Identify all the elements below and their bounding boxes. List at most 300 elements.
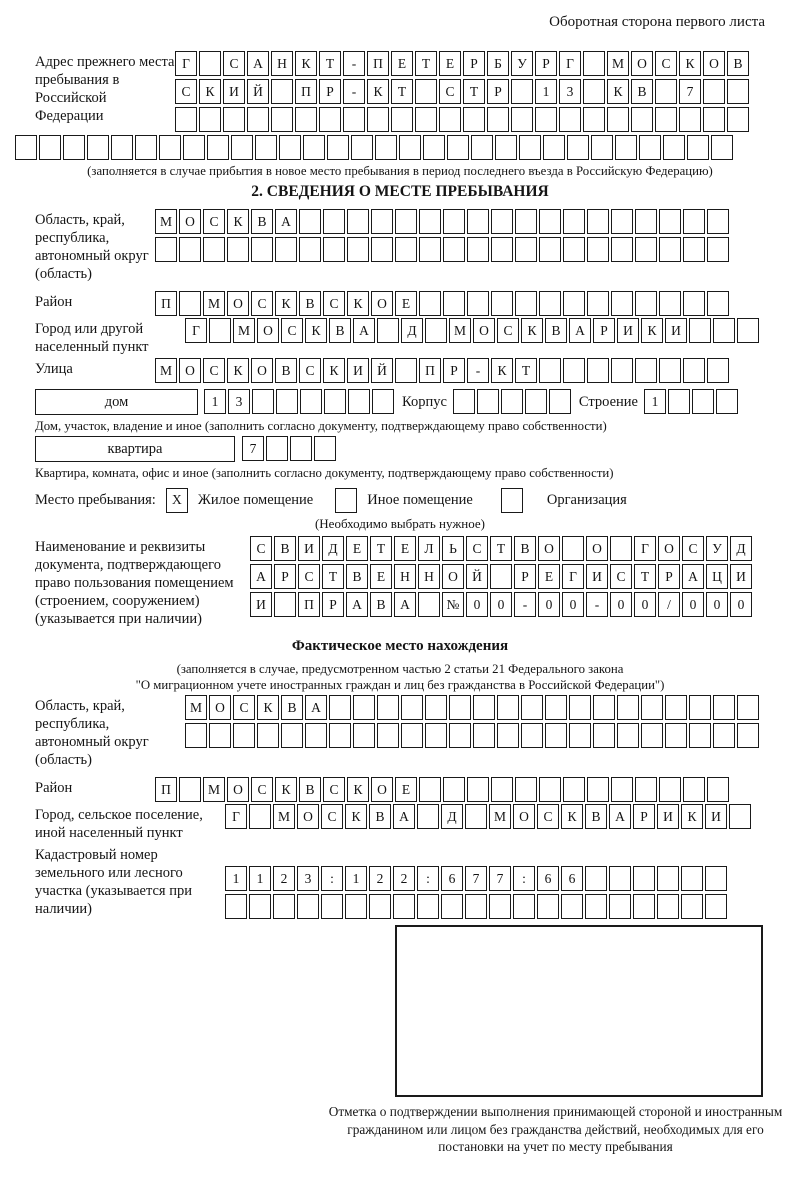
char-cell: 6 bbox=[561, 866, 583, 891]
char-cell bbox=[617, 695, 639, 720]
char-cell bbox=[271, 107, 293, 132]
char-cell: 7 bbox=[242, 436, 264, 461]
char-cell: 3 bbox=[297, 866, 319, 891]
char-cell: М bbox=[155, 358, 177, 383]
actual-region-block bbox=[35, 695, 765, 769]
char-cell bbox=[689, 318, 711, 343]
stay-checkbox-residential-mark: X bbox=[171, 492, 182, 507]
char-cell bbox=[209, 318, 231, 343]
char-cell: О bbox=[538, 536, 560, 561]
char-cell: 7 bbox=[679, 79, 701, 104]
char-cell bbox=[281, 723, 303, 748]
char-cell bbox=[183, 135, 205, 160]
char-cell bbox=[668, 389, 690, 414]
char-cell: / bbox=[658, 592, 680, 617]
char-cell: С bbox=[655, 51, 677, 76]
char-cell bbox=[683, 777, 705, 802]
char-cell bbox=[323, 209, 345, 234]
char-cell: Ь bbox=[442, 536, 464, 561]
char-cell bbox=[611, 237, 633, 262]
apartment-note: Квартира, комната, офис и иное (заполнить согласно документу, подтверждающему право собственности) bbox=[35, 466, 614, 480]
char-cell bbox=[443, 209, 465, 234]
char-cell: С bbox=[203, 358, 225, 383]
char-cell: С bbox=[281, 318, 303, 343]
char-cell bbox=[425, 723, 447, 748]
char-cell bbox=[252, 389, 274, 414]
char-cell: Р bbox=[593, 318, 615, 343]
char-cell bbox=[665, 723, 687, 748]
char-cell: М bbox=[185, 695, 207, 720]
char-cell bbox=[367, 107, 389, 132]
char-cell bbox=[300, 389, 322, 414]
char-cell bbox=[593, 723, 615, 748]
char-cell bbox=[609, 894, 631, 919]
char-cell: 0 bbox=[706, 592, 728, 617]
char-cell bbox=[655, 79, 677, 104]
char-cell: С bbox=[175, 79, 197, 104]
actual-location-title: Фактическое место нахождения bbox=[291, 638, 509, 654]
char-cell bbox=[729, 804, 751, 829]
char-cell: А bbox=[353, 318, 375, 343]
char-cell: Г bbox=[225, 804, 247, 829]
char-cell bbox=[473, 723, 495, 748]
char-cell: Р bbox=[322, 592, 344, 617]
char-cell: 1 bbox=[249, 866, 271, 891]
char-cell bbox=[585, 894, 607, 919]
char-cell bbox=[491, 777, 513, 802]
cadastral-block bbox=[35, 844, 765, 919]
char-cell bbox=[351, 135, 373, 160]
char-cell bbox=[443, 291, 465, 316]
char-cell bbox=[491, 209, 513, 234]
char-cell: Р bbox=[319, 79, 341, 104]
char-cell: П bbox=[298, 592, 320, 617]
char-cell: С bbox=[250, 536, 272, 561]
char-cell bbox=[395, 237, 417, 262]
char-cell bbox=[689, 723, 711, 748]
char-cell: К bbox=[681, 804, 703, 829]
actual-region-label: Область, край, республика, автономный округ (область) bbox=[35, 698, 149, 768]
char-cell: 1 bbox=[204, 389, 226, 414]
char-cell bbox=[657, 866, 679, 891]
char-cell: Г bbox=[634, 536, 656, 561]
char-cell bbox=[449, 695, 471, 720]
char-cell: Е bbox=[538, 564, 560, 589]
char-cell: А bbox=[682, 564, 704, 589]
char-cell: Т bbox=[391, 79, 413, 104]
char-cell bbox=[425, 318, 447, 343]
char-cell: Т bbox=[463, 79, 485, 104]
char-cell bbox=[321, 894, 343, 919]
stamp-caption: Отметка о подтверждении выполнения принимающей стороной и иностранным гражданином или лицом без гражданства действий, необходимых для его постановки на учет по месту пребывания bbox=[328, 1104, 783, 1154]
char-cell bbox=[711, 135, 733, 160]
char-cell: - bbox=[586, 592, 608, 617]
stamp-box bbox=[395, 925, 763, 1097]
char-cell bbox=[663, 135, 685, 160]
char-cell: А bbox=[250, 564, 272, 589]
char-cell bbox=[395, 209, 417, 234]
char-cell bbox=[323, 237, 345, 262]
char-cell: № bbox=[442, 592, 464, 617]
char-cell bbox=[247, 107, 269, 132]
char-cell: В bbox=[275, 358, 297, 383]
doc-basis-block bbox=[35, 536, 765, 628]
char-cell: А bbox=[346, 592, 368, 617]
char-cell bbox=[199, 107, 221, 132]
char-cell bbox=[441, 894, 463, 919]
char-cell bbox=[467, 291, 489, 316]
char-cell bbox=[659, 777, 681, 802]
char-cell bbox=[707, 237, 729, 262]
char-cell: Т bbox=[634, 564, 656, 589]
char-cell bbox=[681, 894, 703, 919]
char-cell: С bbox=[321, 804, 343, 829]
house-field-box: дом bbox=[35, 389, 198, 415]
char-cell bbox=[707, 209, 729, 234]
korpus-cells bbox=[453, 389, 571, 414]
char-cell bbox=[737, 318, 759, 343]
char-cell bbox=[377, 695, 399, 720]
char-cell: И bbox=[347, 358, 369, 383]
actual-city-block bbox=[35, 804, 765, 842]
char-cell: 2 bbox=[369, 866, 391, 891]
char-cell: В bbox=[251, 209, 273, 234]
char-cell: Д bbox=[441, 804, 463, 829]
char-cell: В bbox=[545, 318, 567, 343]
char-cell: Т bbox=[319, 51, 341, 76]
char-cell bbox=[273, 894, 295, 919]
char-cell bbox=[463, 107, 485, 132]
char-cell: У bbox=[511, 51, 533, 76]
char-cell: М bbox=[203, 291, 225, 316]
char-cell bbox=[225, 894, 247, 919]
char-cell: : bbox=[321, 866, 343, 891]
char-cell: 3 bbox=[559, 79, 581, 104]
char-cell: К bbox=[345, 804, 367, 829]
char-cell: К bbox=[275, 777, 297, 802]
char-cell: Р bbox=[443, 358, 465, 383]
char-cell: 1 bbox=[535, 79, 557, 104]
char-cell: И bbox=[617, 318, 639, 343]
char-cell: С bbox=[223, 51, 245, 76]
char-cell: Д bbox=[730, 536, 752, 561]
actual-district-label: Район bbox=[35, 780, 73, 796]
doc-basis-label: Наименование и реквизиты документа, подтверждающего право пользования помещением (строением, сооружением) (указывается при наличии) bbox=[35, 539, 234, 627]
char-cell: 0 bbox=[730, 592, 752, 617]
char-cell: О bbox=[179, 358, 201, 383]
char-cell bbox=[467, 777, 489, 802]
char-cell bbox=[631, 107, 653, 132]
char-cell: М bbox=[449, 318, 471, 343]
char-cell: Й bbox=[466, 564, 488, 589]
char-cell: 7 bbox=[465, 866, 487, 891]
actual-district-row bbox=[155, 777, 729, 802]
street-block bbox=[35, 358, 765, 383]
char-cell bbox=[583, 107, 605, 132]
char-cell: О bbox=[513, 804, 535, 829]
prev-address-row-2 bbox=[175, 79, 749, 104]
char-cell bbox=[207, 135, 229, 160]
char-cell: Е bbox=[370, 564, 392, 589]
char-cell: Р bbox=[463, 51, 485, 76]
char-cell bbox=[659, 237, 681, 262]
char-cell bbox=[683, 237, 705, 262]
char-cell: С bbox=[682, 536, 704, 561]
char-cell: К bbox=[227, 209, 249, 234]
char-cell bbox=[348, 389, 370, 414]
char-cell bbox=[345, 894, 367, 919]
char-cell: Т bbox=[322, 564, 344, 589]
char-cell: С bbox=[439, 79, 461, 104]
char-cell bbox=[319, 107, 341, 132]
char-cell bbox=[135, 135, 157, 160]
char-cell bbox=[231, 135, 253, 160]
char-cell bbox=[419, 209, 441, 234]
stay-option-residential-label: Жилое помещение bbox=[197, 492, 314, 508]
char-cell: Е bbox=[395, 777, 417, 802]
char-cell bbox=[415, 107, 437, 132]
char-cell: 0 bbox=[466, 592, 488, 617]
char-cell: О bbox=[179, 209, 201, 234]
char-cell bbox=[689, 695, 711, 720]
char-cell: 7 bbox=[489, 866, 511, 891]
char-cell: И bbox=[730, 564, 752, 589]
char-cell: 6 bbox=[537, 866, 559, 891]
char-cell: Р bbox=[514, 564, 536, 589]
char-cell bbox=[593, 695, 615, 720]
char-cell bbox=[683, 291, 705, 316]
char-cell bbox=[266, 436, 288, 461]
char-cell: О bbox=[371, 777, 393, 802]
char-cell: В bbox=[329, 318, 351, 343]
char-cell: О bbox=[371, 291, 393, 316]
char-cell bbox=[521, 695, 543, 720]
korpus-label: Корпус bbox=[402, 394, 447, 410]
char-cell: И bbox=[223, 79, 245, 104]
char-cell bbox=[329, 695, 351, 720]
char-cell: С bbox=[323, 291, 345, 316]
char-cell bbox=[487, 107, 509, 132]
char-cell: С bbox=[251, 777, 273, 802]
char-cell bbox=[473, 695, 495, 720]
char-cell bbox=[490, 564, 512, 589]
char-cell bbox=[587, 209, 609, 234]
char-cell bbox=[545, 695, 567, 720]
char-cell bbox=[447, 135, 469, 160]
char-cell bbox=[537, 894, 559, 919]
char-cell: В bbox=[369, 804, 391, 829]
char-cell bbox=[563, 358, 585, 383]
cadastral-row-2 bbox=[225, 894, 727, 919]
char-cell bbox=[611, 291, 633, 316]
char-cell: В bbox=[281, 695, 303, 720]
actual-city-row bbox=[225, 804, 751, 829]
char-cell bbox=[633, 894, 655, 919]
char-cell: М bbox=[273, 804, 295, 829]
char-cell: П bbox=[367, 51, 389, 76]
district-label: Район bbox=[35, 294, 73, 310]
char-cell bbox=[375, 135, 397, 160]
char-cell: А bbox=[393, 804, 415, 829]
char-cell bbox=[443, 237, 465, 262]
house-row bbox=[35, 389, 765, 415]
char-cell bbox=[497, 695, 519, 720]
actual-city-label: Город, сельское поселение, иной населенный пункт bbox=[35, 807, 203, 841]
char-cell bbox=[611, 358, 633, 383]
char-cell: М bbox=[233, 318, 255, 343]
char-cell: К bbox=[305, 318, 327, 343]
char-cell bbox=[449, 723, 471, 748]
char-cell bbox=[271, 79, 293, 104]
char-cell bbox=[567, 135, 589, 160]
char-cell: - bbox=[514, 592, 536, 617]
char-cell: К bbox=[323, 358, 345, 383]
district-row bbox=[155, 291, 729, 316]
char-cell bbox=[515, 777, 537, 802]
char-cell: - bbox=[343, 51, 365, 76]
char-cell bbox=[609, 866, 631, 891]
char-cell bbox=[489, 894, 511, 919]
char-cell: М bbox=[203, 777, 225, 802]
prev-address-row-3 bbox=[175, 107, 749, 132]
char-cell bbox=[439, 107, 461, 132]
char-cell: К bbox=[679, 51, 701, 76]
char-cell: 1 bbox=[644, 389, 666, 414]
char-cell bbox=[705, 894, 727, 919]
char-cell: Т bbox=[515, 358, 537, 383]
char-cell bbox=[569, 723, 591, 748]
char-cell bbox=[583, 79, 605, 104]
char-cell: 3 bbox=[228, 389, 250, 414]
char-cell: Р bbox=[658, 564, 680, 589]
actual-location-note-2: "О миграционном учете иностранных граждан и лиц без гражданства в Российской Федерации") bbox=[135, 678, 665, 692]
char-cell bbox=[419, 777, 441, 802]
char-cell bbox=[227, 237, 249, 262]
char-cell: О bbox=[297, 804, 319, 829]
char-cell: С bbox=[466, 536, 488, 561]
char-cell bbox=[563, 291, 585, 316]
char-cell bbox=[587, 237, 609, 262]
char-cell: С bbox=[203, 209, 225, 234]
char-cell bbox=[324, 389, 346, 414]
char-cell bbox=[703, 79, 725, 104]
char-cell bbox=[515, 291, 537, 316]
char-cell bbox=[223, 107, 245, 132]
char-cell bbox=[545, 723, 567, 748]
char-cell bbox=[371, 209, 393, 234]
char-cell bbox=[209, 723, 231, 748]
char-cell bbox=[393, 894, 415, 919]
doc-basis-row-1 bbox=[250, 536, 752, 561]
char-cell bbox=[233, 723, 255, 748]
char-cell: 0 bbox=[610, 592, 632, 617]
char-cell bbox=[471, 135, 493, 160]
char-cell: Р bbox=[487, 79, 509, 104]
char-cell: В bbox=[346, 564, 368, 589]
street-label: Улица bbox=[35, 361, 73, 377]
char-cell bbox=[377, 723, 399, 748]
char-cell bbox=[659, 291, 681, 316]
char-cell: Е bbox=[439, 51, 461, 76]
char-cell bbox=[539, 777, 561, 802]
char-cell bbox=[683, 209, 705, 234]
char-cell: Л bbox=[418, 536, 440, 561]
char-cell bbox=[199, 51, 221, 76]
char-cell bbox=[563, 237, 585, 262]
char-cell bbox=[501, 389, 523, 414]
city-label: Город или другой населенный пункт bbox=[35, 321, 149, 355]
char-cell bbox=[353, 723, 375, 748]
char-cell: С bbox=[497, 318, 519, 343]
char-cell: 1 bbox=[345, 866, 367, 891]
region-row-2 bbox=[155, 237, 729, 262]
char-cell: О bbox=[631, 51, 653, 76]
char-cell: Н bbox=[418, 564, 440, 589]
stroenie-label: Строение bbox=[578, 394, 638, 410]
char-cell: К bbox=[367, 79, 389, 104]
char-cell bbox=[615, 135, 637, 160]
char-cell bbox=[727, 107, 749, 132]
actual-location-note-1: (заполняется в случае, предусмотренном частью 2 статьи 21 Федерального закона bbox=[176, 662, 624, 676]
char-cell bbox=[562, 536, 584, 561]
char-cell: О bbox=[227, 777, 249, 802]
char-cell bbox=[525, 389, 547, 414]
char-cell: И bbox=[250, 592, 272, 617]
char-cell bbox=[635, 237, 657, 262]
char-cell: Е bbox=[391, 51, 413, 76]
char-cell bbox=[415, 79, 437, 104]
stamp-area bbox=[313, 925, 798, 1156]
char-cell bbox=[635, 358, 657, 383]
char-cell bbox=[515, 237, 537, 262]
char-cell bbox=[327, 135, 349, 160]
region-label: Область, край, республика, автономный округ (область) bbox=[35, 212, 149, 282]
actual-district-block bbox=[35, 777, 765, 802]
char-cell: М bbox=[607, 51, 629, 76]
stay-checkbox-other-premises bbox=[335, 488, 357, 513]
char-cell bbox=[497, 723, 519, 748]
apartment-field-box: квартира bbox=[35, 436, 235, 462]
char-cell: И bbox=[657, 804, 679, 829]
char-cell bbox=[635, 209, 657, 234]
char-cell: Д bbox=[322, 536, 344, 561]
char-cell bbox=[423, 135, 445, 160]
char-cell: У bbox=[706, 536, 728, 561]
char-cell: А bbox=[247, 51, 269, 76]
char-cell bbox=[369, 894, 391, 919]
char-cell bbox=[443, 777, 465, 802]
char-cell: П bbox=[155, 777, 177, 802]
char-cell bbox=[521, 723, 543, 748]
char-cell: 2 bbox=[393, 866, 415, 891]
char-cell bbox=[111, 135, 133, 160]
city-row bbox=[185, 318, 759, 343]
char-cell bbox=[511, 107, 533, 132]
char-cell bbox=[519, 135, 541, 160]
char-cell bbox=[639, 135, 661, 160]
char-cell bbox=[633, 866, 655, 891]
char-cell bbox=[391, 107, 413, 132]
char-cell: К bbox=[295, 51, 317, 76]
stay-option-other-premises-label: Иное помещение bbox=[367, 492, 473, 508]
char-cell: Ц bbox=[706, 564, 728, 589]
char-cell: О bbox=[251, 358, 273, 383]
region-block bbox=[35, 209, 765, 283]
char-cell bbox=[563, 209, 585, 234]
char-cell bbox=[371, 237, 393, 262]
apartment-row bbox=[35, 436, 765, 462]
char-cell bbox=[659, 358, 681, 383]
